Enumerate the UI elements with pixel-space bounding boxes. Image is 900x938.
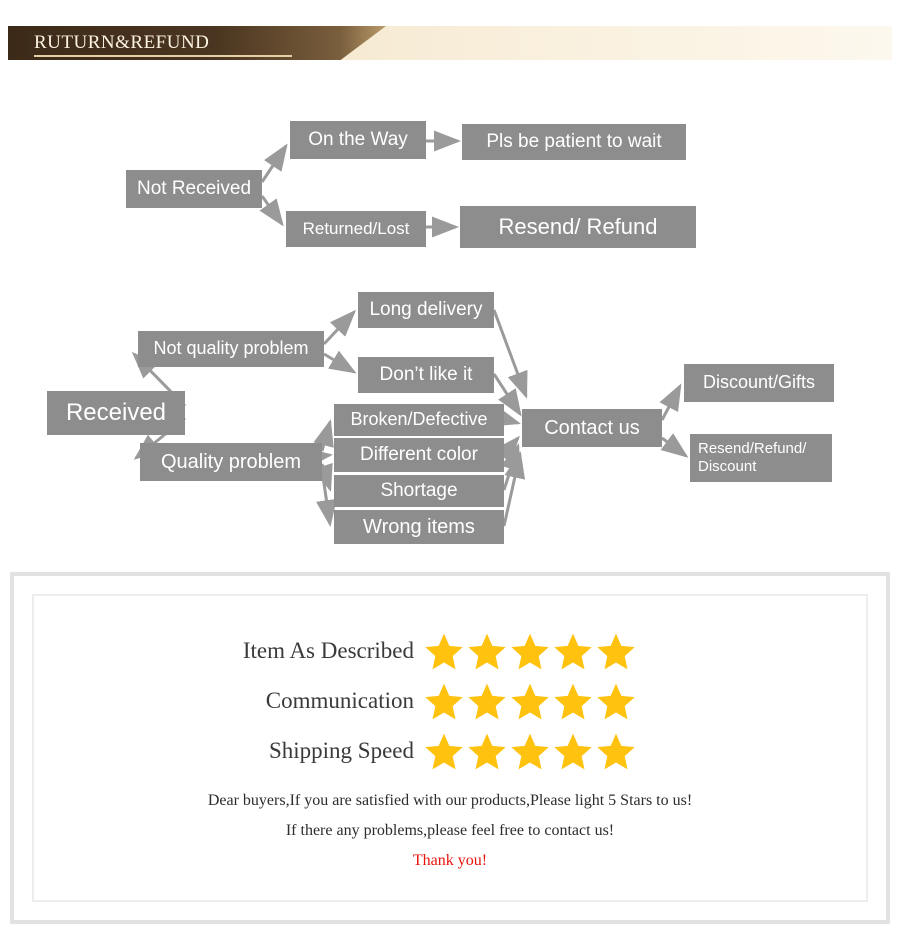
star-icon [553, 631, 593, 671]
banner-underline [34, 55, 292, 57]
flow-node-wrong-items: Wrong items [334, 510, 504, 544]
rating-stars [424, 731, 636, 771]
return-refund-flowchart [0, 66, 900, 564]
flow-node-not-quality-problem: Not quality problem [138, 331, 324, 367]
flow-node-long-delivery: Long delivery [358, 292, 494, 328]
header-banner [8, 26, 892, 60]
star-icon [467, 731, 507, 771]
star-icon [424, 631, 464, 671]
star-icon [596, 731, 636, 771]
thank-you-message: Thank you! [412, 852, 488, 869]
rating-label: Communication [265, 688, 414, 713]
star-icon [510, 731, 550, 771]
flow-node-resend-refund-discount: Resend/Refund/ Discount [690, 434, 832, 482]
rating-label: Shipping Speed [268, 738, 414, 763]
star-icon [510, 631, 550, 671]
star-icon [596, 681, 636, 721]
flow-node-not-received: Not Received [126, 170, 262, 208]
flow-node-quality-problem: Quality problem [140, 443, 322, 481]
rating-message: If there any problems,please feel free to contact us! [285, 822, 615, 839]
star-icon [467, 631, 507, 671]
rating-stars [424, 631, 636, 671]
rating-label: Item As Described [242, 638, 414, 663]
flow-node-contact-us: Contact us [522, 409, 662, 447]
star-icon [424, 681, 464, 721]
star-icon [553, 681, 593, 721]
flow-node-resend-refund: Resend/ Refund [460, 206, 696, 248]
flow-node-discount-gifts: Discount/Gifts [684, 364, 834, 402]
flow-node-pls-be-patient: Pls be patient to wait [462, 124, 686, 160]
rating-stars [424, 681, 636, 721]
rating-row [204, 628, 636, 674]
star-icon [424, 731, 464, 771]
ratings-inner-frame [32, 594, 868, 902]
flow-node-broken-defective: Broken/Defective [334, 404, 504, 436]
star-icon [596, 631, 636, 671]
flow-node-shortage: Shortage [334, 475, 504, 507]
flow-node-dont-like-it: Don’t like it [358, 357, 494, 393]
rating-row [204, 678, 636, 724]
rating-message: Dear buyers,If you are satisfied with our products,Please light 5 Stars to us! [207, 792, 693, 809]
flow-node-received: Received [47, 391, 185, 435]
star-icon [553, 731, 593, 771]
flow-node-returned-lost: Returned/Lost [286, 211, 426, 247]
flow-node-on-the-way: On the Way [290, 121, 426, 159]
star-icon [467, 681, 507, 721]
flow-node-different-color: Different color [334, 438, 504, 472]
rating-row [204, 728, 636, 774]
banner-title: RUTURN&REFUND [34, 32, 210, 53]
star-icon [510, 681, 550, 721]
feedback-ratings-card [10, 572, 890, 924]
